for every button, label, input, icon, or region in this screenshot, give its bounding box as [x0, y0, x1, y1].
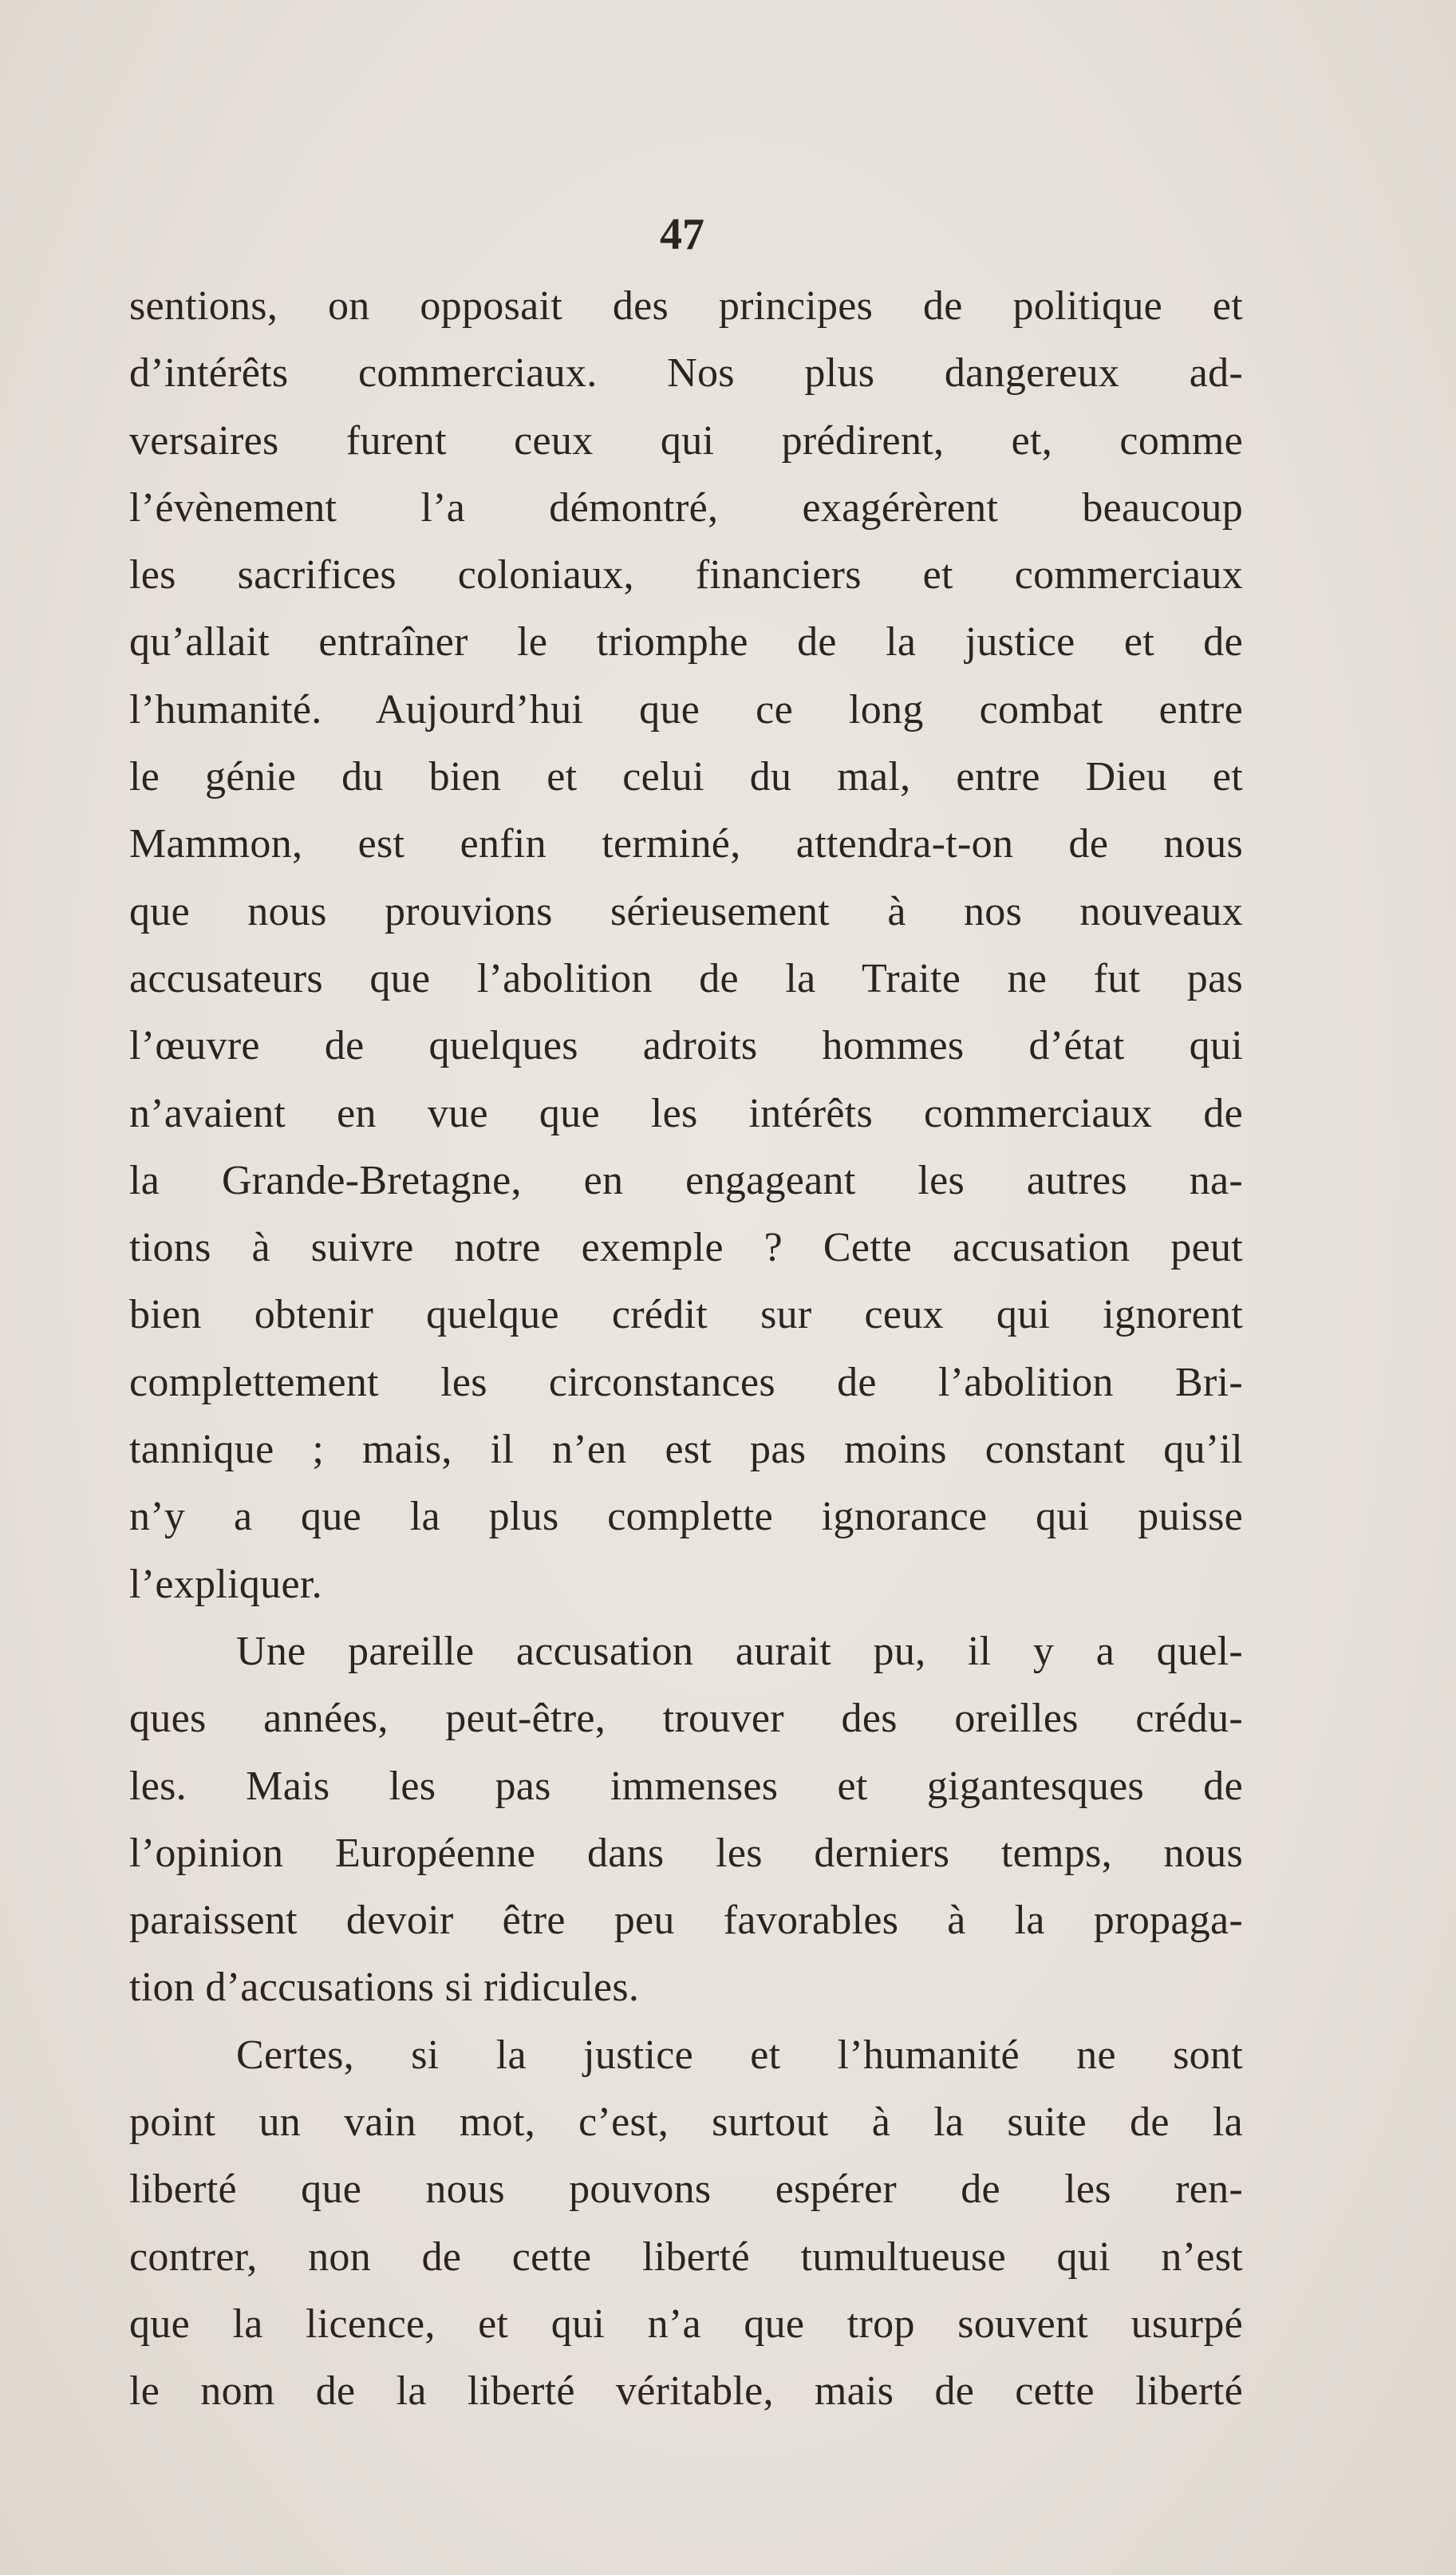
paragraph-end-line: l’expliquer. — [129, 1561, 322, 1607]
paragraph-end-line: tion d’accusations si ridicules. — [129, 1965, 640, 2011]
text-line: la Grande-Bretagne, en engageant les autres na- — [129, 1157, 1243, 1203]
text-line: sentions, on opposait des principes de politique et — [129, 283, 1243, 329]
text-line: n’y a que la plus complette ignorance qui puisse — [129, 1494, 1243, 1540]
text-line: accusateurs que l’abolition de la Traite ne fut pas — [129, 955, 1243, 1001]
text-line: d’intérêts commerciaux. Nos plus dangereux ad- — [129, 350, 1243, 397]
page-number: 47 — [660, 210, 704, 259]
text-line: paraissent devoir être peu favorables à la propaga- — [129, 1898, 1243, 1944]
text-line: complettement les circonstances de l’abolition Bri- — [129, 1359, 1243, 1405]
text-line: l’œuvre de quelques adroits hommes d’état qui — [129, 1023, 1243, 1069]
text-line: tannique ; mais, il n’en est pas moins constant qu’il — [129, 1427, 1243, 1473]
text-line: le nom de la liberté véritable, mais de cette liberté — [129, 2368, 1243, 2415]
paragraph-start-line: Certes, si la justice et l’humanité ne sont — [236, 2032, 1243, 2078]
text-line: bien obtenir quelque crédit sur ceux qui ignorent — [129, 1292, 1243, 1338]
text-line: les sacrifices coloniaux, financiers et commerciaux — [129, 552, 1243, 598]
body-text — [129, 273, 1243, 2426]
paragraph-start-line: Une pareille accusation aurait pu, il y a quel- — [236, 1628, 1243, 1674]
text-line: ques années, peut-être, trouver des oreilles crédu- — [129, 1696, 1243, 1742]
text-line: l’évènement l’a démontré, exagérèrent beaucoup — [129, 484, 1243, 531]
text-line: qu’allait entraîner le triomphe de la justice et de — [129, 619, 1243, 665]
text-line: le génie du bien et celui du mal, entre Dieu et — [129, 754, 1243, 800]
text-line: versaires furent ceux qui prédirent, et, comme — [129, 417, 1243, 464]
text-line: l’humanité. Aujourd’hui que ce long combat entre — [129, 686, 1243, 733]
text-line: les. Mais les pas immenses et gigantesques de — [129, 1763, 1243, 1809]
text-line: contrer, non de cette liberté tumultueuse qui n’est — [129, 2233, 1243, 2280]
text-line: point un vain mot, c’est, surtout à la suite de la — [129, 2099, 1243, 2146]
text-line: que la licence, et qui n’a que trop souvent usurpé — [129, 2301, 1243, 2347]
text-line: n’avaient en vue que les intérêts commerciaux de — [129, 1090, 1243, 1136]
text-line: liberté que nous pouvons espérer de les ren- — [129, 2166, 1243, 2213]
text-line: Mammon, est enfin terminé, attendra-t-on de nous — [129, 821, 1243, 867]
text-line: que nous prouvions sérieusement à nos nouveaux — [129, 888, 1243, 934]
text-line: l’opinion Européenne dans les derniers temps, nous — [129, 1830, 1243, 1876]
text-line: tions à suivre notre exemple ? Cette accusation peut — [129, 1225, 1243, 1271]
